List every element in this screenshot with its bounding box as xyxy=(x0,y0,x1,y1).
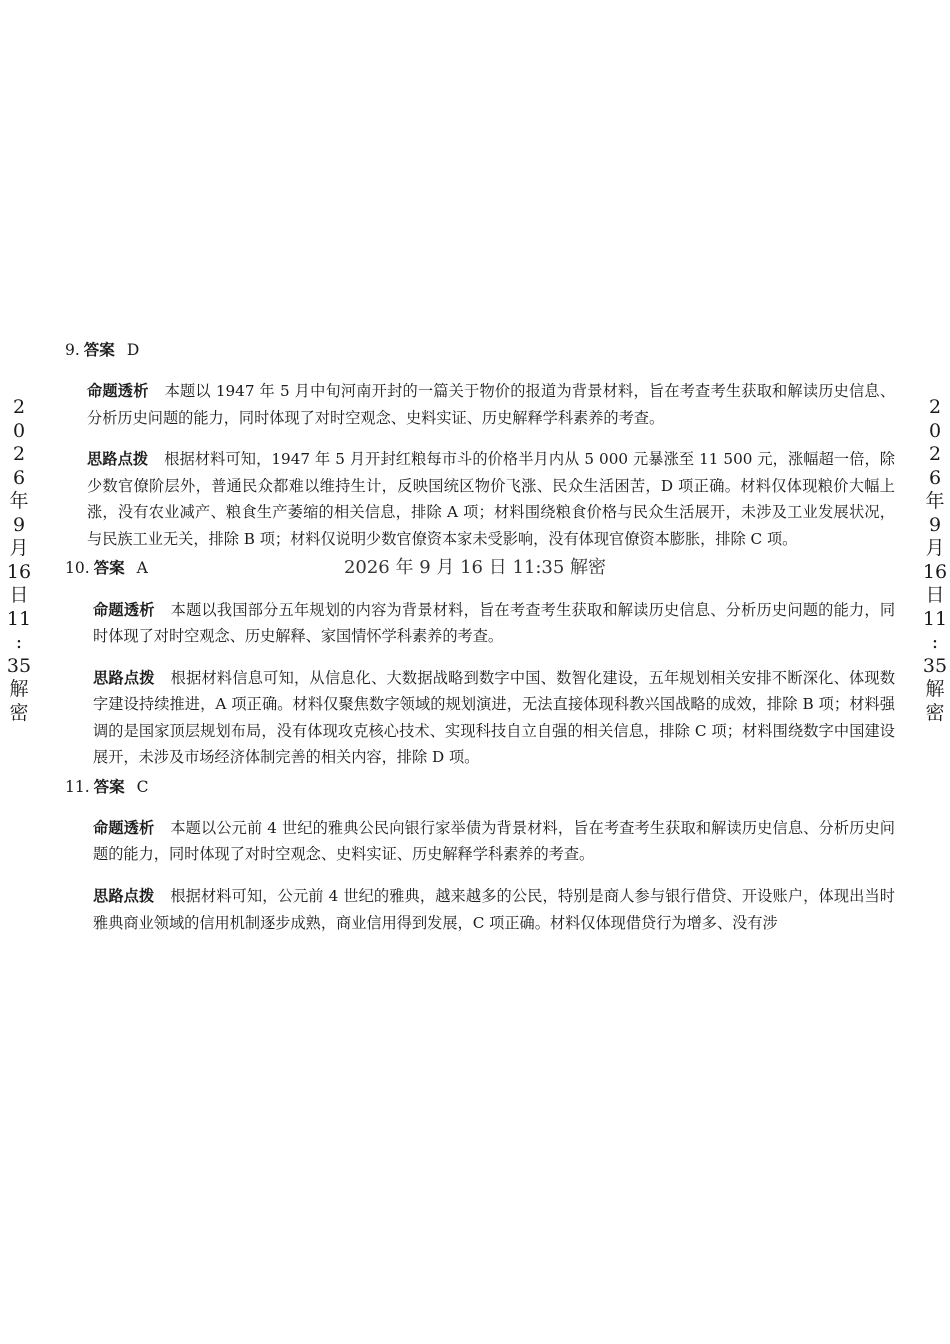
answer-line xyxy=(65,338,895,363)
side-char: 2 xyxy=(12,396,26,418)
side-char: 2 xyxy=(928,396,942,418)
analysis-paragraph xyxy=(87,378,895,431)
section-text: 本题以我国部分五年规划的内容为背景材料，旨在考查考生获取和解读历史信息、分析历史问题的能力，同时体现了对时空观念、历史解释、家国情怀学科素养的考查。 xyxy=(93,600,896,646)
answer-value: D xyxy=(126,341,140,359)
side-char: 2 xyxy=(12,443,26,465)
side-char: 0 xyxy=(928,419,942,442)
question-number: 9. xyxy=(65,341,80,359)
side-char: 月 xyxy=(9,537,29,559)
side-char: 6 xyxy=(928,466,942,489)
footer-watermark: 2026 年 9 月 16 日 11:35 解密 xyxy=(343,557,607,578)
side-char: 解 xyxy=(9,678,29,700)
approach-paragraph xyxy=(93,665,895,771)
side-char: 11 xyxy=(6,607,32,630)
section-label: 命题透析 xyxy=(93,600,155,619)
section-label: 思路点拨 xyxy=(93,668,155,687)
question-number: 11. xyxy=(65,777,90,796)
side-char: : xyxy=(15,631,23,653)
side-char: 日 xyxy=(9,584,29,606)
side-char: 密 xyxy=(925,701,945,724)
section-text: 本题以 1947 年 5 月中旬河南开封的一篇关于物价的报道为背景材料，旨在考查考生获取和解读历史信息、分析历史问题的能力，同时体现了对时空观念、史料实证、历史解释学科素养的考查。 xyxy=(87,382,896,427)
section-label: 命题透析 xyxy=(87,382,149,401)
section-label: 思路点拨 xyxy=(93,887,155,906)
side-char: 年 xyxy=(925,490,945,512)
answer-content xyxy=(65,338,895,940)
side-char: : xyxy=(931,631,939,653)
side-char: 密 xyxy=(9,701,29,724)
answer-label: 答案 xyxy=(93,559,125,578)
side-char: 11 xyxy=(922,607,948,630)
section-text: 根据材料信息可知，从信息化、大数据战略到数字中国、数智化建设，五年规划相关安排不断深化、体现数字建设持续推进，A 项正确。材料仅聚焦数字领域的规划演进，无法直接体现科教兴国战略的成效，排除 B 项；材料强调的是国家顶层规划布局，没有体现攻克核心技术、实现科技自立自强的相关信息，排除 C 项；材料围绕数字中国建设展开，未涉及市场经济体制完善的相关内容，排除 D 项。 xyxy=(93,668,896,767)
answer-value: C xyxy=(136,777,149,796)
answer-value: A xyxy=(136,559,148,578)
side-char: 日 xyxy=(925,584,945,606)
approach-paragraph xyxy=(93,883,895,936)
side-char: 年 xyxy=(9,490,29,512)
side-char: 16 xyxy=(6,560,32,583)
section-label: 思路点拨 xyxy=(87,450,149,469)
side-char: 35 xyxy=(922,654,948,677)
side-char: 9 xyxy=(928,513,942,536)
side-char: 2 xyxy=(928,443,942,465)
side-char: 月 xyxy=(925,537,945,559)
side-char: 35 xyxy=(6,654,32,677)
approach-paragraph xyxy=(87,446,895,552)
question-9 xyxy=(65,338,895,552)
answer-label: 答案 xyxy=(83,341,115,359)
analysis-paragraph xyxy=(93,597,895,650)
section-text: 本题以公元前 4 世纪的雅典公民向银行家举债为背景材料，旨在考查考生获取和解读历史信息、分析历史问题的能力，同时体现了对时空观念、史料实证、历史解释学科素养的考查。 xyxy=(93,818,895,864)
question-number: 10. xyxy=(65,559,90,578)
section-label: 命题透析 xyxy=(93,818,155,837)
side-char: 6 xyxy=(12,466,26,489)
section-text: 根据材料可知，1947 年 5 月开封红粮每市斗的价格半月内从 5 000 元暴涨至 11 500 元，涨幅超一倍，除少数官僚阶层外，普通民众都难以维持生计，反映国统区物价飞涨、民众生活困苦，D 项正确。材料仅体现粮价大幅上涨，没有农业减产、粮食生产萎缩的相关信息，排除 A 项；材料围绕粮食价格与民众生活展开，未涉及工业发展状况，与民族工业无关，排除 B 项；材料仅说明少数官僚资本家未受影响，没有体现官僚资本膨胀，排除 C 项。 xyxy=(87,450,895,548)
side-char: 9 xyxy=(12,513,26,536)
question-10 xyxy=(65,556,895,770)
side-char: 0 xyxy=(12,419,26,442)
question-11 xyxy=(65,775,895,936)
section-text: 根据材料可知，公元前 4 世纪的雅典，越来越多的公民，特别是商人参与银行借贷、开设账户，体现出当时雅典商业领域的信用机制逐步成熟，商业信用得到发展，C 项正确。材料仅体现借贷行为增多、没有涉 xyxy=(93,887,895,932)
side-char: 16 xyxy=(922,560,948,583)
answer-label: 答案 xyxy=(93,777,125,796)
answer-line xyxy=(65,775,895,800)
analysis-paragraph xyxy=(93,815,895,868)
side-char: 解 xyxy=(925,678,945,700)
